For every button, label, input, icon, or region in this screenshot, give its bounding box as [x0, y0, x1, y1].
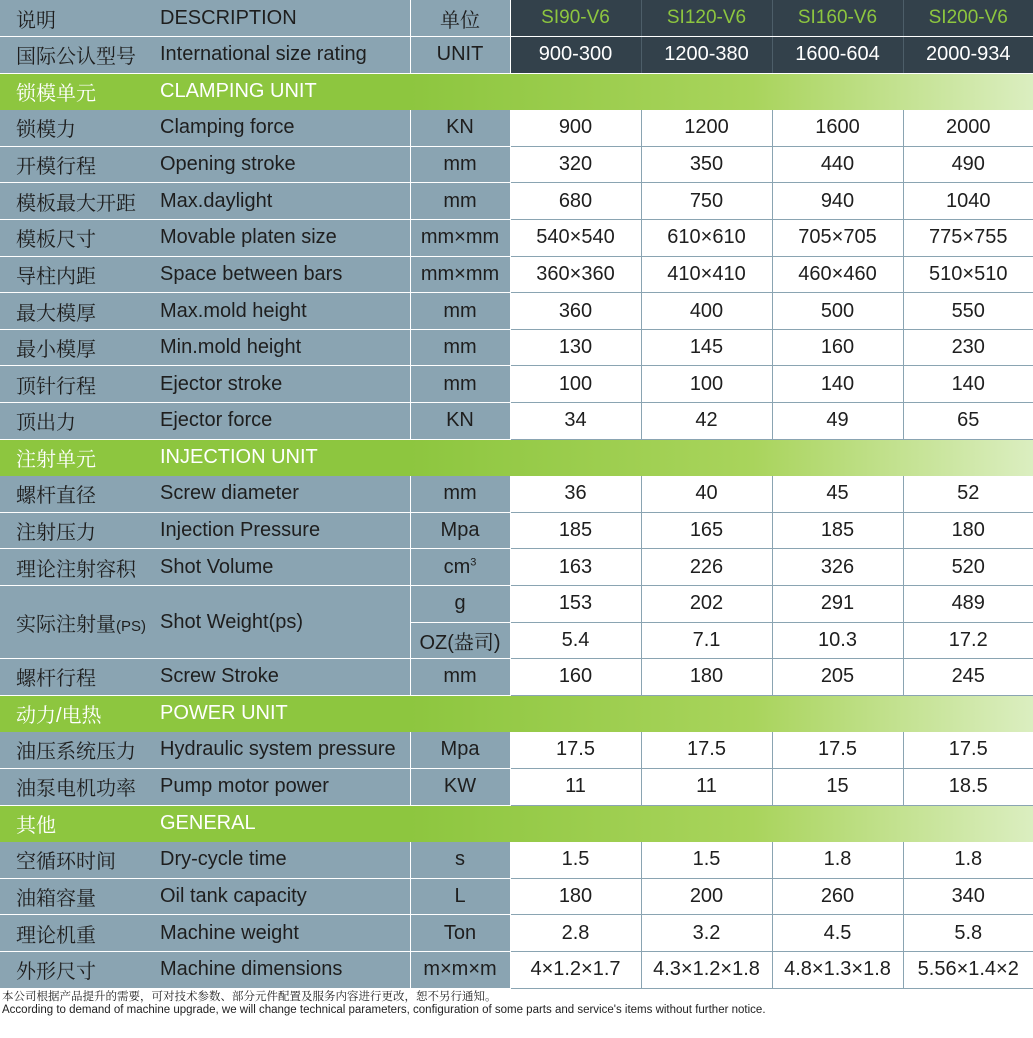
- spec-unit-text: KW: [443, 775, 477, 798]
- spec-value: 1.8: [772, 842, 903, 879]
- spec-value: 260: [772, 878, 903, 915]
- spec-value: 520: [903, 549, 1033, 586]
- spec-unit-text: L: [454, 885, 466, 908]
- spec-unit-text: mm×mm: [420, 226, 500, 249]
- spec-unit: [410, 110, 510, 147]
- spec-value: 705×705: [772, 220, 903, 257]
- spec-label-cn: 油压系统压力: [0, 732, 154, 769]
- section-title-en: INJECTION UNIT: [154, 439, 410, 476]
- spec-unit: [410, 183, 510, 220]
- spec-label-cn: 螺杆行程: [0, 659, 154, 696]
- spec-label-cn: 模板尺寸: [0, 220, 154, 257]
- spec-value: 1200: [641, 110, 772, 147]
- header-rating-en: International size rating: [154, 37, 410, 74]
- spec-value: 1600: [772, 110, 903, 147]
- spec-value: 245: [903, 659, 1033, 696]
- spec-unit-text: mm: [443, 665, 477, 688]
- section-power: [0, 695, 1033, 732]
- spec-unit: [410, 220, 510, 257]
- spec-value: 140: [772, 366, 903, 403]
- spec-row-shot-weight-g: [0, 586, 1033, 623]
- spec-label-en: Clamping force: [154, 110, 410, 147]
- header-desc-en: DESCRIPTION: [154, 0, 410, 37]
- model-size-rating: 1600-604: [772, 37, 903, 74]
- section-injection: [0, 439, 1033, 476]
- spec-label-cn: 最小模厚: [0, 329, 154, 366]
- section-title-cn: 注射单元: [0, 439, 154, 476]
- spec-label-en: Max.mold height: [154, 293, 410, 330]
- spec-unit: [410, 659, 510, 696]
- spec-value: 440: [772, 146, 903, 183]
- spec-value: 360: [510, 293, 641, 330]
- spec-value: 17.5: [903, 732, 1033, 769]
- spec-unit-text: Mpa: [440, 519, 480, 542]
- spec-value: 42: [641, 403, 772, 440]
- spec-row-screw_stroke: [0, 659, 1033, 696]
- spec-label-cn: [0, 586, 154, 659]
- spec-unit: [410, 329, 510, 366]
- spec-unit-text: mm: [443, 372, 477, 395]
- section-title-cn: 其他: [0, 805, 154, 842]
- spec-value: 130: [510, 329, 641, 366]
- spec-label-cn: 最大模厚: [0, 293, 154, 330]
- spec-value: 1040: [903, 183, 1033, 220]
- spec-row-max_daylight: [0, 183, 1033, 220]
- section-title-en: GENERAL: [154, 805, 410, 842]
- spec-label-en: Opening stroke: [154, 146, 410, 183]
- section-title-en: POWER UNIT: [154, 695, 410, 732]
- spec-label-cn: 油箱容量: [0, 878, 154, 915]
- spec-label-cn-text: 实际注射量: [16, 613, 116, 636]
- spec-value: 410×410: [641, 256, 772, 293]
- spec-unit: [410, 403, 510, 440]
- spec-value: 340: [903, 878, 1033, 915]
- section-title-en: CLAMPING UNIT: [154, 73, 410, 110]
- spec-value: 17.5: [772, 732, 903, 769]
- spec-row-machine_weight: [0, 915, 1033, 952]
- spec-value: 900: [510, 110, 641, 147]
- spec-label-en: Injection Pressure: [154, 512, 410, 549]
- spec-value: 1.5: [510, 842, 641, 879]
- spec-value: 500: [772, 293, 903, 330]
- footnote: [2, 991, 766, 1017]
- spec-label-cn: 开模行程: [0, 146, 154, 183]
- header-unit-en: UNIT: [410, 37, 510, 74]
- model-name: SI90-V6: [510, 0, 641, 37]
- spec-label-en: Shot Weight(ps): [154, 586, 410, 659]
- spec-value: 34: [510, 403, 641, 440]
- spec-value: 145: [641, 329, 772, 366]
- spec-label-cn: 外形尺寸: [0, 951, 154, 988]
- spec-unit: [410, 878, 510, 915]
- section-clamping: [0, 73, 1033, 110]
- model-name: SI120-V6: [641, 0, 772, 37]
- spec-value: 360×360: [510, 256, 641, 293]
- spec-unit-text: mm: [443, 482, 477, 505]
- spec-unit-text: Mpa: [440, 738, 480, 761]
- spec-label-en: Oil tank capacity: [154, 878, 410, 915]
- spec-value: 17.5: [510, 732, 641, 769]
- spec-row-injection_pressure: [0, 512, 1033, 549]
- spec-row-dimensions: [0, 951, 1033, 988]
- spec-value: 45: [772, 476, 903, 513]
- spec-unit: [410, 512, 510, 549]
- spec-value: 350: [641, 146, 772, 183]
- spec-value: 18.5: [903, 768, 1033, 805]
- spec-row-max_mold: [0, 293, 1033, 330]
- spec-value: 230: [903, 329, 1033, 366]
- spec-label-en: Ejector stroke: [154, 366, 410, 403]
- section-bar: [410, 439, 1033, 476]
- spec-label-cn: 理论注射容积: [0, 549, 154, 586]
- spec-label-en: Machine weight: [154, 915, 410, 952]
- spec-value: 10.3: [772, 622, 903, 659]
- section-bar: [410, 73, 1033, 110]
- spec-label-en: Movable platen size: [154, 220, 410, 257]
- spec-value: 185: [772, 512, 903, 549]
- spec-value: 165: [641, 512, 772, 549]
- spec-value: 49: [772, 403, 903, 440]
- spec-row-oil_tank: [0, 878, 1033, 915]
- spec-value: 510×510: [903, 256, 1033, 293]
- section-bar: [410, 695, 1033, 732]
- spec-value: 160: [772, 329, 903, 366]
- spec-value: 100: [641, 366, 772, 403]
- spec-label-en: Min.mold height: [154, 329, 410, 366]
- spec-row-screw_diameter: [0, 476, 1033, 513]
- spec-unit-text: cm: [443, 555, 471, 578]
- section-general: [0, 805, 1033, 842]
- spec-unit: [410, 951, 510, 988]
- spec-label-cn: 油泵电机功率: [0, 768, 154, 805]
- spec-value: 1.5: [641, 842, 772, 879]
- spec-label-en: Hydraulic system pressure: [154, 732, 410, 769]
- spec-value: 400: [641, 293, 772, 330]
- spec-value: 180: [510, 878, 641, 915]
- spec-row-hydraulic_pressure: [0, 732, 1033, 769]
- spec-row-min_mold: [0, 329, 1033, 366]
- spec-row-opening_stroke: [0, 146, 1033, 183]
- spec-label-cn: 空循环时间: [0, 842, 154, 879]
- spec-value: 100: [510, 366, 641, 403]
- model-size-rating: 1200-380: [641, 37, 772, 74]
- spec-value: 11: [510, 768, 641, 805]
- spec-label-cn: 顶针行程: [0, 366, 154, 403]
- spec-value: 610×610: [641, 220, 772, 257]
- spec-value: 775×755: [903, 220, 1033, 257]
- spec-value: 180: [641, 659, 772, 696]
- spec-value: 200: [641, 878, 772, 915]
- spec-row-platen_size: [0, 220, 1033, 257]
- spec-value: 5.56×1.4×2: [903, 951, 1033, 988]
- spec-value: 40: [641, 476, 772, 513]
- spec-value: 5.4: [510, 622, 641, 659]
- spec-unit: [410, 549, 510, 586]
- spec-unit: [410, 146, 510, 183]
- header-unit-cn: 单位: [410, 0, 510, 37]
- header-rating-cn: 国际公认型号: [0, 37, 154, 74]
- spec-label-cn: 锁模力: [0, 110, 154, 147]
- spec-label-cn: 注射压力: [0, 512, 154, 549]
- section-title-cn: 锁模单元: [0, 73, 154, 110]
- spec-value: 180: [903, 512, 1033, 549]
- spec-unit: [410, 366, 510, 403]
- spec-unit: [410, 256, 510, 293]
- model-name: SI200-V6: [903, 0, 1033, 37]
- spec-value: 65: [903, 403, 1033, 440]
- spec-value: 11: [641, 768, 772, 805]
- spec-row-ejector_stroke: [0, 366, 1033, 403]
- spec-label-cn: 导柱内距: [0, 256, 154, 293]
- spec-row-pump_power: [0, 768, 1033, 805]
- spec-unit-text: mm: [443, 299, 477, 322]
- spec-unit-text: Ton: [443, 921, 477, 944]
- spec-value: 52: [903, 476, 1033, 513]
- spec-unit-text: mm: [443, 189, 477, 212]
- spec-unit-text: mm: [443, 153, 477, 176]
- spec-value: 205: [772, 659, 903, 696]
- spec-value: 750: [641, 183, 772, 220]
- spec-unit: [410, 842, 510, 879]
- spec-label-en: Screw diameter: [154, 476, 410, 513]
- section-title-cn: 动力/电热: [0, 695, 154, 732]
- spec-label-cn: 螺杆直径: [0, 476, 154, 513]
- spec-value: 3.2: [641, 915, 772, 952]
- spec-value: 2000: [903, 110, 1033, 147]
- header-row-ratings: [0, 37, 1033, 74]
- footnote-en: According to demand of machine upgrade, we will change technical parameters, configuration of some parts and service's items without further notice.: [2, 1004, 766, 1016]
- spec-value: 163: [510, 549, 641, 586]
- section-bar: [410, 805, 1033, 842]
- spec-row-dry_cycle: [0, 842, 1033, 879]
- spec-unit: [410, 915, 510, 952]
- spec-value: 4.5: [772, 915, 903, 952]
- spec-row-shot_volume: [0, 549, 1033, 586]
- spec-label-cn: 顶出力: [0, 403, 154, 440]
- spec-value: 15: [772, 768, 903, 805]
- spec-label-en: Ejector force: [154, 403, 410, 440]
- spec-unit-superscript: 3: [470, 556, 477, 569]
- spec-unit: [410, 768, 510, 805]
- spec-label-cn: 理论机重: [0, 915, 154, 952]
- spec-value: 680: [510, 183, 641, 220]
- spec-unit-text: m×m×m: [423, 958, 497, 981]
- spec-value: 17.5: [641, 732, 772, 769]
- spec-value: 226: [641, 549, 772, 586]
- spec-unit: g: [410, 586, 510, 623]
- spec-value: 1.8: [903, 842, 1033, 879]
- spec-value: 7.1: [641, 622, 772, 659]
- spec-label-cn: 模板最大开距: [0, 183, 154, 220]
- spec-value: 490: [903, 146, 1033, 183]
- spec-value: 326: [772, 549, 903, 586]
- model-size-rating: 900-300: [510, 37, 641, 74]
- spec-unit: [410, 732, 510, 769]
- spec-unit-text: KN: [446, 116, 474, 139]
- spec-label-en: Shot Volume: [154, 549, 410, 586]
- spec-row-space_bars: [0, 256, 1033, 293]
- spec-unit-text: s: [455, 848, 465, 871]
- spec-value: 489: [903, 586, 1033, 623]
- spec-value: 5.8: [903, 915, 1033, 952]
- model-size-rating: 2000-934: [903, 37, 1033, 74]
- spec-value: 153: [510, 586, 641, 623]
- spec-value: 291: [772, 586, 903, 623]
- spec-label-en: Machine dimensions: [154, 951, 410, 988]
- spec-unit: [410, 293, 510, 330]
- spec-unit-text: KN: [446, 409, 474, 432]
- spec-unit: [410, 476, 510, 513]
- model-name: SI160-V6: [772, 0, 903, 37]
- spec-unit-text: mm: [443, 336, 477, 359]
- spec-value: 17.2: [903, 622, 1033, 659]
- spec-unit-text: mm×mm: [420, 262, 500, 285]
- spec-row-ejector_force: [0, 403, 1033, 440]
- spec-value: 202: [641, 586, 772, 623]
- spec-label-en: Max.daylight: [154, 183, 410, 220]
- spec-label-en: Screw Stroke: [154, 659, 410, 696]
- header-desc-cn: 说明: [0, 0, 154, 37]
- spec-row-clamping_force: [0, 110, 1033, 147]
- spec-value: 940: [772, 183, 903, 220]
- spec-value: 140: [903, 366, 1033, 403]
- spec-label-en: Pump motor power: [154, 768, 410, 805]
- spec-label-cn-sub: (PS): [116, 617, 146, 635]
- spec-value: 2.8: [510, 915, 641, 952]
- spec-label-en: Dry-cycle time: [154, 842, 410, 879]
- spec-value: 320: [510, 146, 641, 183]
- spec-value: 4.3×1.2×1.8: [641, 951, 772, 988]
- spec-value: 185: [510, 512, 641, 549]
- spec-value: 550: [903, 293, 1033, 330]
- spec-value: 36: [510, 476, 641, 513]
- spec-value: 4.8×1.3×1.8: [772, 951, 903, 988]
- header-row-models: [0, 0, 1033, 37]
- footnote-cn: 本公司根据产品提升的需要，可对技术参数、部分元件配置及服务内容进行更改，恕不另行通知。: [2, 991, 497, 1003]
- spec-value: 4×1.2×1.7: [510, 951, 641, 988]
- spec-value: 540×540: [510, 220, 641, 257]
- spec-value: 160: [510, 659, 641, 696]
- spec-value: 460×460: [772, 256, 903, 293]
- spec-unit: OZ(盎司): [410, 622, 510, 659]
- spec-label-en: Space between bars: [154, 256, 410, 293]
